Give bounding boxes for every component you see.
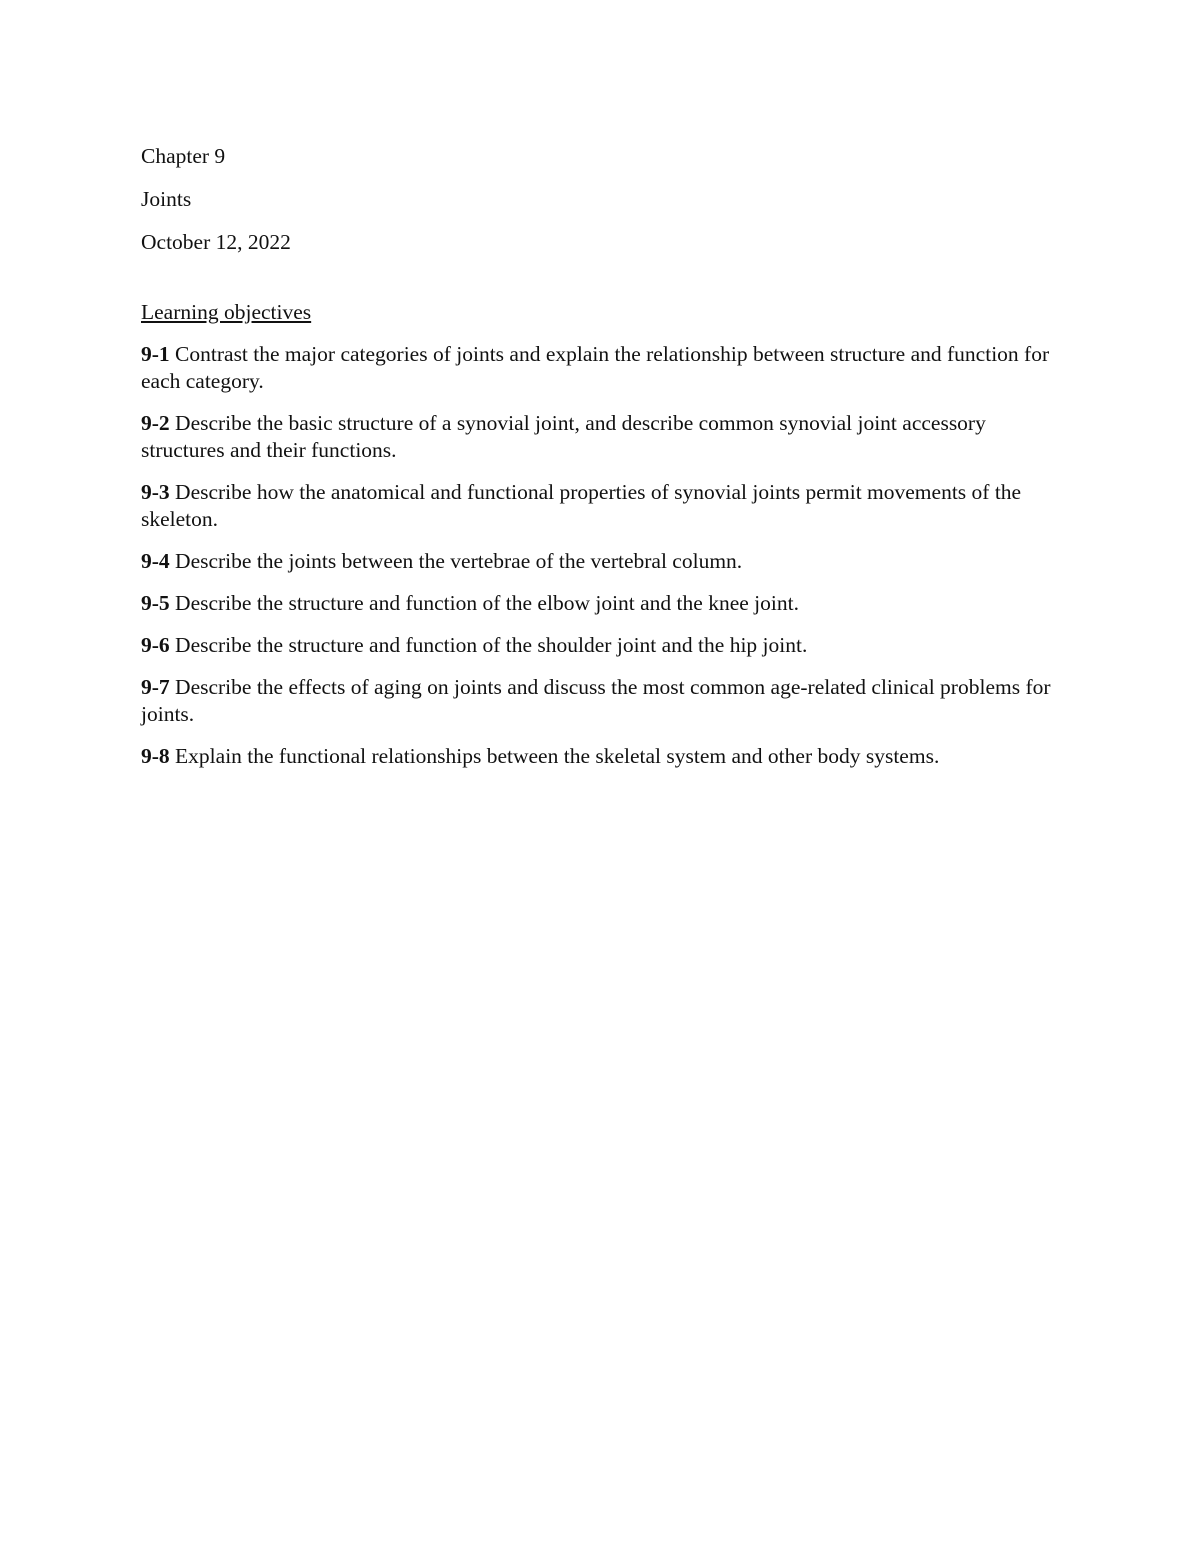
chapter-label: Chapter 9 (141, 144, 226, 168)
objective-item (141, 632, 1061, 659)
objective-item (141, 479, 1061, 533)
objective-code: 9-7 (141, 675, 170, 699)
section-heading-learning-objectives: Learning objectives (141, 300, 312, 324)
objective-item (141, 590, 1061, 617)
objective-text: Describe the structure and function of the shoulder joint and the hip joint. (175, 633, 808, 657)
objective-code: 9-5 (141, 591, 170, 615)
document-date: October 12, 2022 (141, 230, 291, 254)
objective-code: 9-2 (141, 411, 170, 435)
objectives-list (141, 341, 1061, 770)
objective-item (141, 674, 1061, 728)
objective-text: Describe the joints between the vertebrae of the vertebral column. (175, 549, 743, 573)
objective-code: 9-4 (141, 549, 170, 573)
objective-text: Contrast the major categories of joints and explain the relationship between structure and function for each category. (141, 342, 1050, 393)
objective-text: Describe the structure and function of the elbow joint and the knee joint. (175, 591, 799, 615)
document-title: Joints (141, 187, 192, 211)
objective-code: 9-6 (141, 633, 170, 657)
objective-text: Explain the functional relationships between the skeletal system and other body systems. (175, 744, 940, 768)
objective-code: 9-3 (141, 480, 170, 504)
objective-item (141, 341, 1061, 395)
objective-code: 9-1 (141, 342, 170, 366)
objective-item (141, 410, 1061, 464)
objective-text: Describe the effects of aging on joints and discuss the most common age-related clinical problems for joints. (141, 675, 1051, 726)
objective-text: Describe how the anatomical and functional properties of synovial joints permit movements of the skeleton. (141, 480, 1022, 531)
document-body (141, 143, 1061, 785)
objective-code: 9-8 (141, 744, 170, 768)
objective-item (141, 743, 1061, 770)
objective-item (141, 548, 1061, 575)
objective-text: Describe the basic structure of a synovial joint, and describe common synovial joint accessory structures and their functions. (141, 411, 986, 462)
